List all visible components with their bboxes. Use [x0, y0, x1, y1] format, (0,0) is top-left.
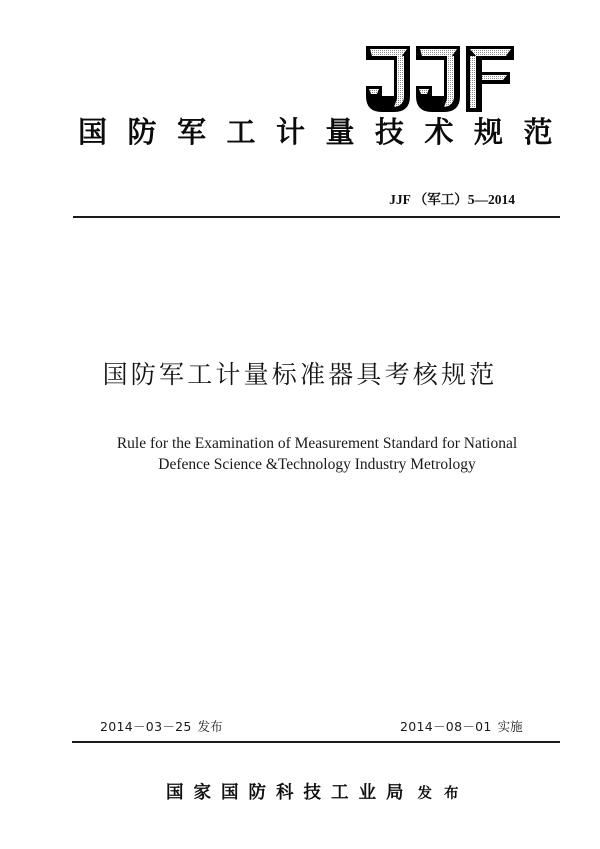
publisher — [166, 781, 471, 806]
title-en-line-1: Rule for the Examination of Measurement Standard for National — [116, 435, 518, 452]
top-divider — [73, 216, 560, 218]
bottom-divider — [72, 741, 560, 743]
effective-date-label: 实施 — [497, 719, 523, 734]
jjf-logo-icon — [364, 44, 516, 114]
issue-date-label: 发布 — [197, 719, 223, 734]
document-title-en — [0, 433, 600, 475]
document-title-cn: 国防军工计量标准器具考核规范 — [102, 360, 498, 389]
series-title: 国防军工计量技术规范 — [78, 115, 574, 149]
publisher-action: 发布 — [417, 786, 471, 802]
title-en-line-2: Defence Science &Technology Industry Metrology — [158, 456, 476, 473]
issue-date — [100, 718, 223, 736]
issue-date-value: 2014－03－25 — [100, 719, 192, 734]
effective-date — [400, 718, 523, 736]
publisher-name: 国家国防科技工业局 — [166, 783, 414, 803]
effective-date-value: 2014－08－01 — [400, 719, 492, 734]
standard-code: JJF （军工）5—2014 — [389, 192, 515, 207]
jjf-logo — [364, 44, 516, 114]
